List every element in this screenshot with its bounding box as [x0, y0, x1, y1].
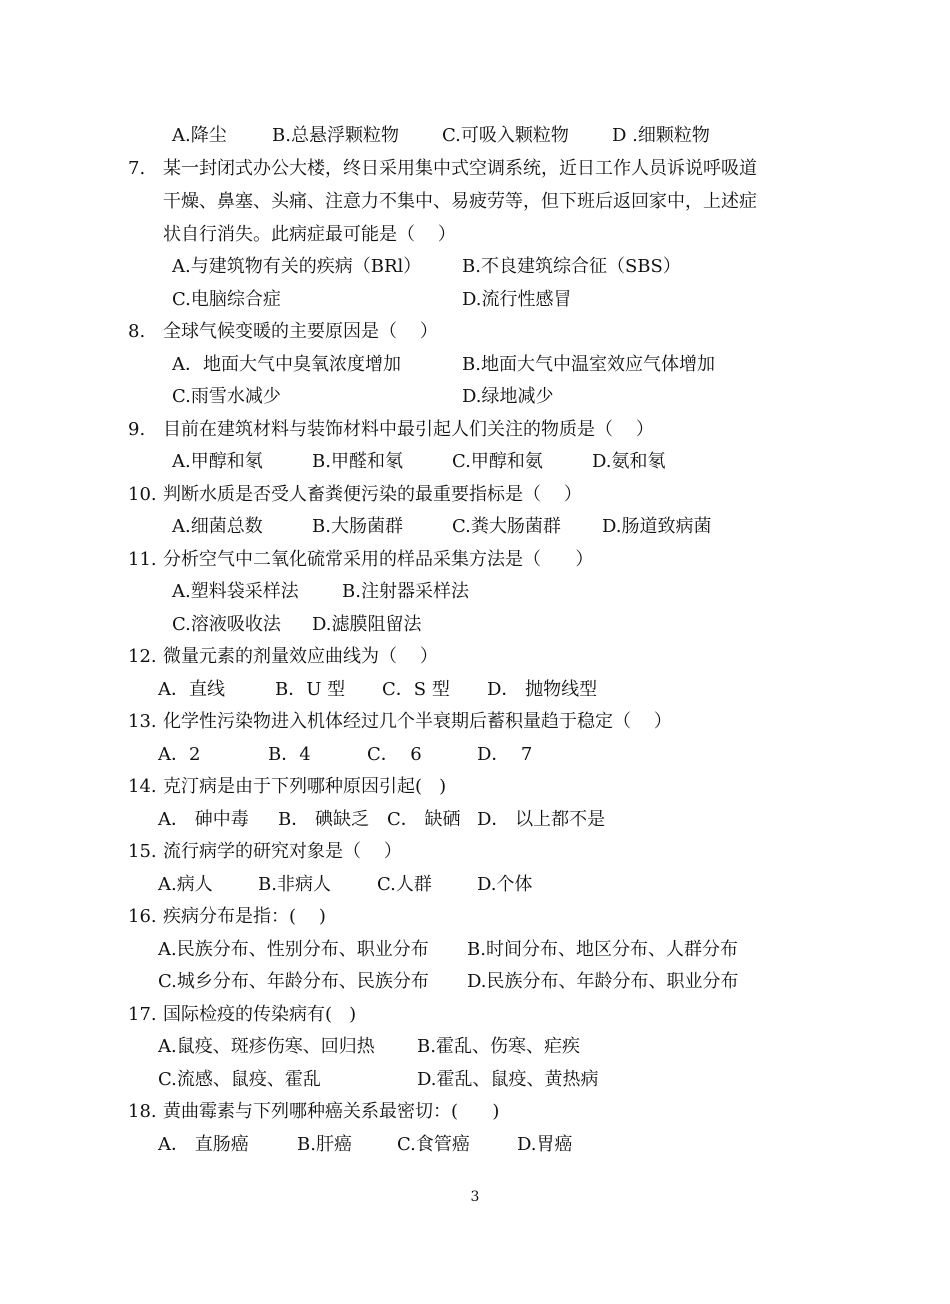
question-number: 8. — [128, 321, 146, 342]
option-a: A.民族分布、性别分布、职业分布 — [158, 939, 429, 960]
question-stem: 判断水质是否受人畜粪便污染的最重要指标是（ ） — [163, 484, 582, 505]
option-d: D.绿地减少 — [462, 386, 554, 407]
option-c: C．S 型 — [382, 679, 450, 700]
option-a: A．地面大气中臭氧浓度增加 — [172, 354, 401, 375]
question-number: 18. — [128, 1101, 157, 1122]
question-number: 12. — [128, 646, 157, 667]
question-stem: 微量元素的剂量效应曲线为（ ） — [163, 646, 438, 667]
question-stem-line-1: 某一封闭式办公大楼，终日采用集中式空调系统，近日工作人员诉说呼吸道 — [163, 158, 757, 179]
option-c: C． 缺硒 — [387, 809, 461, 830]
option-d: D.民族分布、年龄分布、职业分布 — [467, 971, 739, 992]
option-a: A．直线 — [158, 679, 225, 700]
option-c: C.可吸入颗粒物 — [442, 125, 569, 146]
option-c: C.甲醇和氨 — [452, 451, 543, 472]
option-a: A.甲醇和氡 — [172, 451, 263, 472]
option-b: B.地面大气中温室效应气体增加 — [462, 354, 715, 375]
option-b: B.甲醛和氡 — [312, 451, 403, 472]
question-number: 17. — [128, 1004, 157, 1025]
option-a: A.降尘 — [172, 125, 227, 146]
option-b: B.大肠菌群 — [312, 516, 403, 537]
option-d: D.氨和氡 — [592, 451, 666, 472]
option-d: D.个体 — [477, 874, 533, 895]
option-b: B.不良建筑综合征（SBS） — [462, 256, 681, 277]
option-c: C.流感、鼠疫、霍乱 — [158, 1069, 321, 1090]
option-d: D.流行性感冒 — [462, 289, 572, 310]
option-a: A.病人 — [158, 874, 213, 895]
option-a: A.塑料袋采样法 — [172, 581, 299, 602]
option-d: D． 抛物线型 — [487, 679, 598, 700]
question-stem: 黄曲霉素与下列哪种癌关系最密切：( ) — [163, 1101, 500, 1122]
option-b: B． 碘缺乏 — [278, 809, 369, 830]
question-stem-line-3: 状自行消失。此病症最可能是（ ） — [163, 224, 456, 245]
option-b: B.非病人 — [258, 874, 331, 895]
option-c: C.雨雪水减少 — [172, 386, 281, 407]
question-number: 16. — [128, 906, 157, 927]
question-stem: 全球气候变暖的主要原因是（ ） — [163, 321, 438, 342]
question-stem: 流行病学的研究对象是（ ） — [163, 841, 402, 862]
question-stem: 分析空气中二氧化硫常采用的样品采集方法是（ ） — [163, 549, 594, 570]
question-number: 15. — [128, 841, 157, 862]
question-number: 11. — [128, 549, 157, 570]
question-stem-line-2: 干燥、鼻塞、头痛、注意力不集中、易疲劳等，但下班后返回家中，上述症 — [163, 191, 757, 212]
question-stem: 国际检疫的传染病有( ) — [163, 1004, 357, 1025]
option-d: D.滤膜阻留法 — [312, 614, 422, 635]
option-b: B.肝癌 — [297, 1134, 352, 1155]
option-d: D.胃癌 — [517, 1134, 573, 1155]
option-d: D.肠道致病菌 — [602, 516, 712, 537]
question-stem: 目前在建筑材料与装饰材料中最引起人们关注的物质是（ ） — [163, 419, 654, 440]
option-d: D． 以上都不是 — [477, 809, 606, 830]
option-c: C.城乡分布、年龄分布、民族分布 — [158, 971, 429, 992]
option-c: C.溶液吸收法 — [172, 614, 281, 635]
option-c: C.粪大肠菌群 — [452, 516, 561, 537]
option-c: C.人群 — [377, 874, 432, 895]
question-number: 13. — [128, 711, 157, 732]
option-a: A． 直肠癌 — [158, 1134, 249, 1155]
option-a: A． 砷中毒 — [158, 809, 249, 830]
question-number: 14. — [128, 776, 157, 797]
option-d: D.霍乱、鼠疫、黄热病 — [417, 1069, 599, 1090]
option-b: B．U 型 — [275, 679, 346, 700]
page-number: 3 — [470, 1189, 480, 1205]
option-a: A.细菌总数 — [172, 516, 263, 537]
option-b: B.注射器采样法 — [342, 581, 469, 602]
option-b: B．4 — [268, 744, 311, 765]
question-stem: 克汀病是由于下列哪种原因引起( ) — [163, 776, 447, 797]
question-number: 9. — [128, 419, 146, 440]
question-stem: 化学性污染物进入机体经过几个半衰期后蓄积量趋于稳定（ ） — [163, 711, 672, 732]
option-c: C． 6 — [367, 744, 422, 765]
option-d: D． 7 — [477, 744, 533, 765]
option-a: A.鼠疫、斑疹伤寒、回归热 — [158, 1036, 375, 1057]
option-d: D .细颗粒物 — [612, 125, 710, 146]
question-number: 10. — [128, 484, 157, 505]
option-c: C.食管癌 — [397, 1134, 470, 1155]
option-a: A.与建筑物有关的疾病（BRl） — [172, 256, 422, 277]
question-stem: 疾病分布是指：( ) — [163, 906, 326, 927]
option-a: A．2 — [158, 744, 201, 765]
option-b: B.时间分布、地区分布、人群分布 — [467, 939, 738, 960]
option-b: B.霍乱、伤寒、疟疾 — [417, 1036, 580, 1057]
option-c: C.电脑综合症 — [172, 289, 281, 310]
option-b: B.总悬浮颗粒物 — [272, 125, 399, 146]
question-number: 7. — [128, 158, 146, 179]
